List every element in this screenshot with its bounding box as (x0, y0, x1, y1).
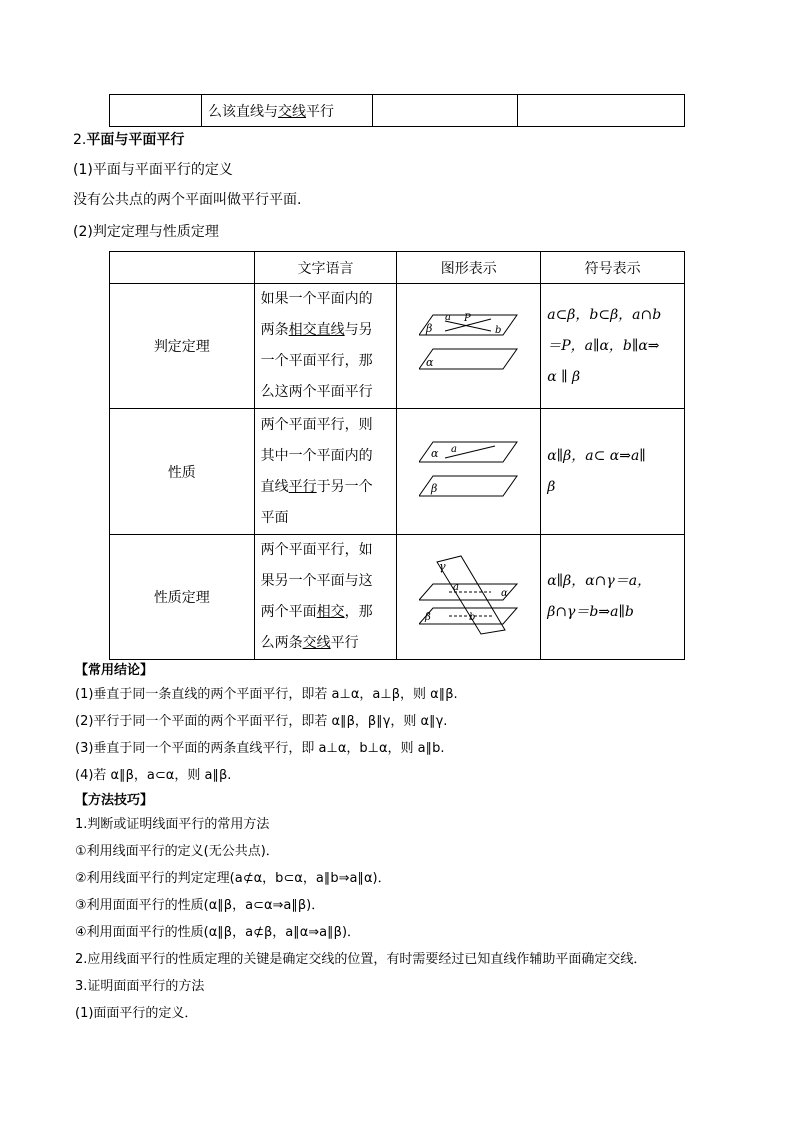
row-symbol: a⊂β，b⊂β，a∩b ＝P，a∥α，b∥α⇒ α ∥ β (541, 284, 685, 409)
row-text-language: 如果一个平面内的 两条相交直线与另 一个平面平行，那 么这两个平面平行 (254, 284, 397, 409)
method-item: 1.判断或证明线面平行的常用方法 (75, 817, 270, 832)
row-name: 性质 (110, 409, 255, 535)
label-alpha: α (430, 446, 439, 460)
plane-property-figure (419, 438, 519, 502)
method-item: (1)面面平行的定义． (75, 1006, 198, 1021)
plane-alpha (419, 349, 517, 369)
common-conclusions-title: 【常用结论】 (75, 663, 154, 678)
subheading-definition: (1)平面与平面平行的定义 (73, 162, 233, 178)
table-row (110, 409, 685, 535)
row-text-language: 两个平面平行，如 果另一个平面与这 两个平面相交，那 么两条交线平行 (254, 535, 397, 660)
label-gamma: γ (438, 560, 446, 573)
conclusion-item: (4)若 α∥β，a⊂α，则 a∥β. (75, 768, 232, 783)
subheading-theorems: (2)判定定理与性质定理 (73, 224, 219, 240)
table-row (110, 535, 685, 660)
top-table-empty-cell (517, 95, 684, 127)
definition-text: 没有公共点的两个平面叫做平行平面. (73, 192, 302, 208)
table-row (110, 284, 685, 409)
theorem-table (109, 251, 685, 660)
conclusion-item: (3)垂直于同一个平面的两条直线平行，即 a⊥α，b⊥α，则 a∥b. (75, 741, 445, 756)
method-item: ①利用线面平行的定义(无公共点)． (75, 844, 279, 859)
row-figure (397, 284, 541, 409)
row-figure (397, 535, 541, 660)
conclusion-item: (2)平行于同一个平面的两个平面平行，即若 α∥β，β∥γ，则 α∥γ. (75, 714, 448, 729)
label-alpha: α (425, 356, 434, 369)
row-name: 判定定理 (110, 284, 255, 409)
row-text-language: 两个平面平行，则 其中一个平面内的 直线平行于另一个 平面 (254, 409, 397, 535)
header-empty-cell (110, 252, 255, 284)
row-symbol: α∥β，a⊂ α⇒a∥ β (541, 409, 685, 535)
label-beta: β (425, 322, 433, 335)
method-item: ④利用面面平行的性质(α∥β，a⊄β，a∥α⇒a∥β)． (75, 925, 361, 940)
conclusion-item: (1)垂直于同一条直线的两个平面平行，即若 a⊥α，a⊥β，则 α∥β. (75, 687, 458, 702)
section-title: 平面与平面平行 (86, 132, 185, 148)
label-b: b (468, 612, 476, 623)
label-b: b (494, 325, 502, 336)
top-table (109, 94, 685, 127)
header-text-language: 文字语言 (254, 252, 397, 284)
label-alpha: α (500, 588, 508, 599)
label-P: P (463, 313, 471, 324)
section-heading (73, 130, 184, 150)
method-item: ②利用线面平行的判定定理(a⊄α，b⊂α，a∥b⇒a∥α)． (75, 871, 391, 886)
label-a: a (452, 582, 459, 593)
method-item: 2.应用线面平行的性质定理的关键是确定交线的位置，有时需要经过已知直线作辅助平面确定交线． (75, 952, 647, 967)
plane-intersection-figure (419, 554, 519, 636)
label-beta: β (430, 481, 438, 495)
methods-title: 【方法技巧】 (75, 793, 154, 808)
label-a: a (444, 312, 451, 323)
section-number: 2. (73, 132, 87, 148)
label-beta: β (424, 612, 431, 623)
row-name: 性质定理 (110, 535, 255, 660)
method-item: 3.证明面面平行的方法 (75, 979, 205, 994)
top-table-empty-cell (373, 95, 517, 127)
top-table-empty-cell (110, 95, 202, 127)
top-table-text-cell: 么该直线与交线平行 (202, 95, 373, 127)
header-symbol: 符号表示 (541, 252, 685, 284)
method-item: ③利用面面平行的性质(α∥β，a⊂α⇒a∥β)． (75, 898, 325, 913)
label-a: a (450, 443, 457, 455)
row-figure (397, 409, 541, 535)
plane-beta (419, 608, 517, 624)
header-figure: 图形表示 (397, 252, 541, 284)
row-symbol: α∥β，α∩γ＝a， β∩γ＝b⇒a∥b (541, 535, 685, 660)
plane-criterion-figure (419, 311, 519, 377)
